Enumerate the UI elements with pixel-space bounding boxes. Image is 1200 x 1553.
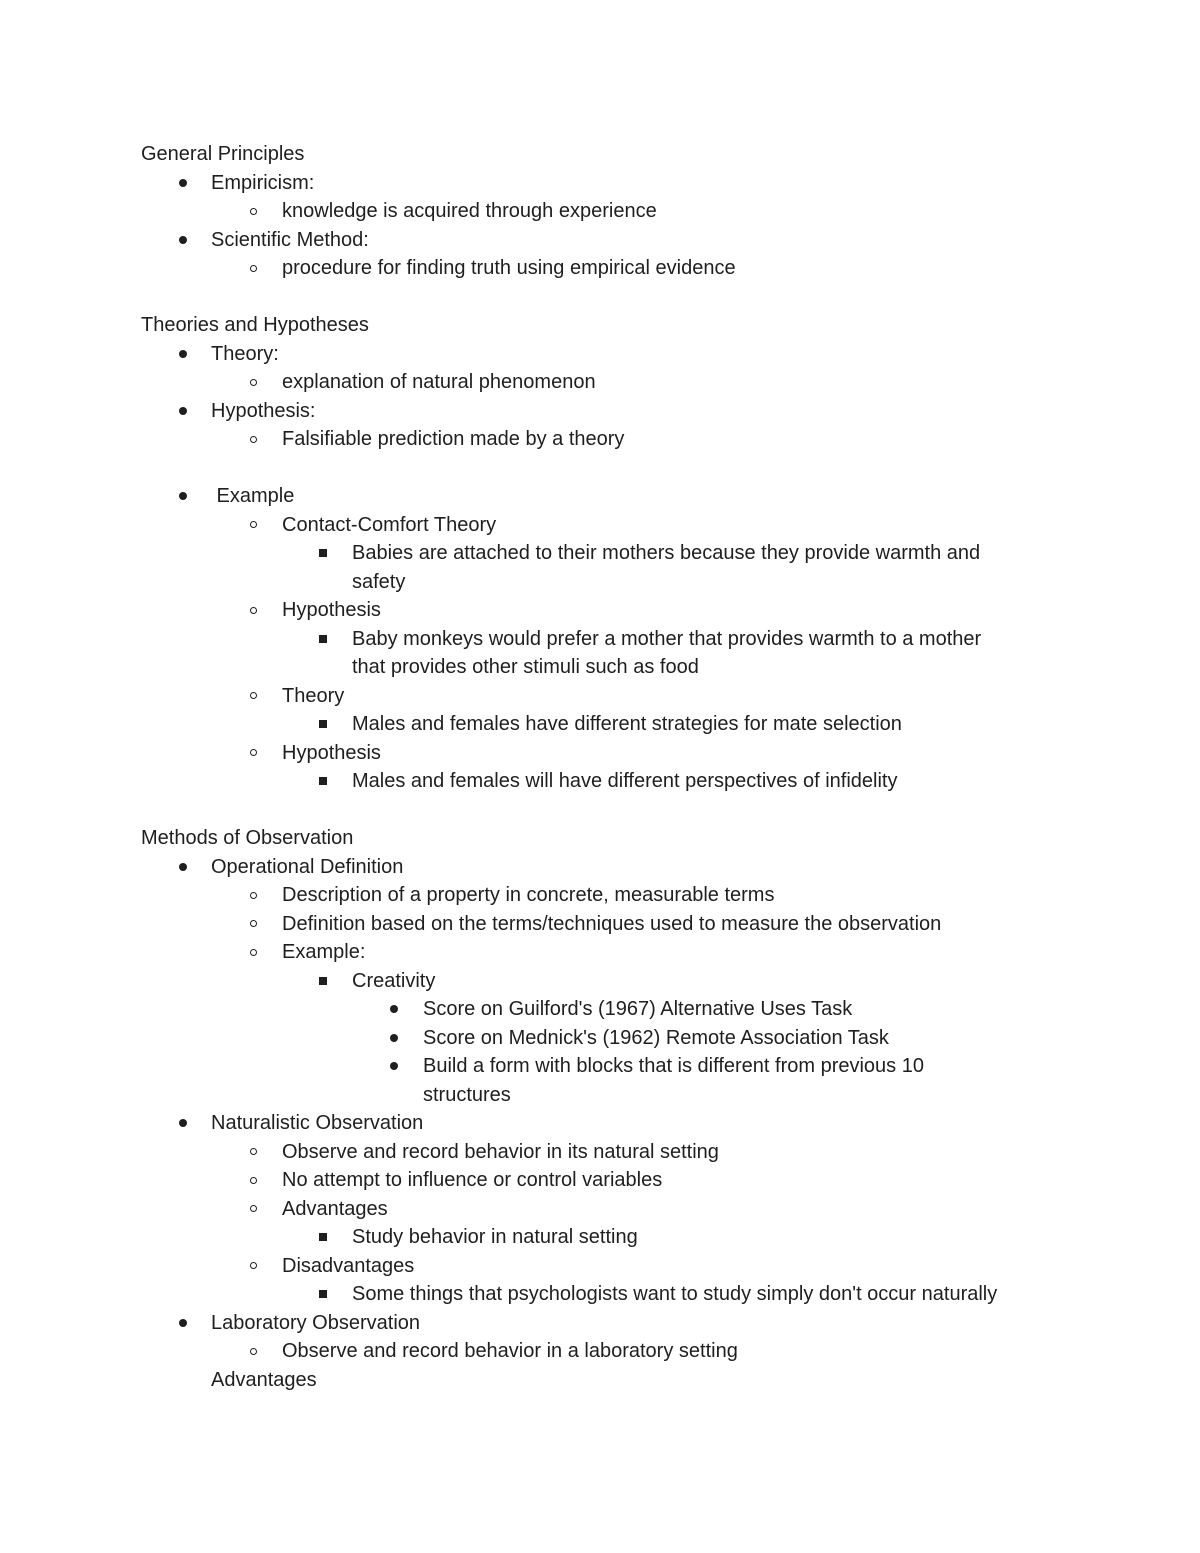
disc-bullet-icon (179, 340, 187, 368)
line-text: General Principles (141, 143, 305, 165)
circle-bullet-icon (250, 1195, 257, 1223)
line-text: Empiricism: (211, 171, 315, 194)
line-text: Definition based on the terms/techniques used to measure the observation (282, 912, 942, 935)
circle-bullet-icon (250, 1138, 257, 1166)
disc-bullet-icon (179, 1109, 187, 1137)
line-text: Creativity (352, 969, 436, 992)
circle-bullet-icon (250, 1252, 257, 1280)
line-text: Study behavior in natural setting (352, 1226, 638, 1248)
circle-bullet-icon (250, 1337, 257, 1365)
line-text: Theories and Hypotheses (141, 314, 369, 336)
circle-bullet-icon (250, 739, 257, 767)
line-text: Hypothesis: (211, 399, 316, 422)
circle-bullet-icon (250, 368, 257, 396)
square-bullet-icon (319, 967, 327, 995)
line-text: Methods of Observation (141, 827, 354, 849)
square-bullet-icon (319, 625, 327, 653)
circle-bullet-icon (250, 425, 257, 453)
line-text: Observe and record behavior in a laboratory setting (282, 1340, 738, 1362)
circle-bullet-icon (250, 511, 257, 539)
line-text: Babies are attached to their mothers because they provide warmth and (352, 542, 981, 564)
disc-bullet-icon (179, 397, 187, 425)
line-text: Example: (282, 941, 366, 963)
line-text: Some things that psychologists want to study simply don't occur naturally (352, 1283, 998, 1305)
disc-bullet-icon (179, 1309, 187, 1337)
line-text: No attempt to influence or control variables (282, 1169, 663, 1191)
line-text: Males and females will have different perspectives of infidelity (352, 770, 898, 792)
line-text: explanation of natural phenomenon (282, 371, 596, 393)
line-text: Males and females have different strategies for mate selection (352, 713, 902, 735)
line-text: Disadvantages (282, 1254, 415, 1277)
square-bullet-icon (319, 710, 327, 738)
line-text: that provides other stimuli such as food (352, 656, 699, 678)
line-text: Advantages (282, 1197, 388, 1220)
square-bullet-icon (319, 1223, 327, 1251)
disc-bullet-icon (390, 1052, 398, 1080)
disc-bullet-icon (390, 995, 398, 1023)
line-text: knowledge is acquired through experience (282, 200, 657, 222)
line-text: Observe and record behavior in its natural setting (282, 1140, 719, 1163)
disc-bullet-icon (179, 482, 187, 510)
line-text: Description of a property in concrete, measurable terms (282, 884, 775, 906)
line-text: Operational Definition (211, 855, 404, 878)
line-text: Scientific Method: (211, 228, 369, 251)
circle-bullet-icon (250, 682, 257, 710)
disc-bullet-icon (179, 226, 187, 254)
line-text: Falsifiable prediction made by a theory (282, 428, 625, 450)
circle-bullet-icon (250, 1166, 257, 1194)
square-bullet-icon (319, 539, 327, 567)
line-text: Baby monkeys would prefer a mother that provides warmth to a mother (352, 627, 982, 650)
circle-bullet-icon (250, 254, 257, 282)
line-text: Naturalistic Observation (211, 1112, 424, 1134)
circle-bullet-icon (250, 596, 257, 624)
line-text: Theory (282, 684, 345, 707)
disc-bullet-icon (390, 1024, 398, 1052)
disc-bullet-icon (179, 853, 187, 881)
line-text: structures (423, 1083, 511, 1106)
line-text: Score on Mednick's (1962) Remote Association Task (423, 1026, 889, 1049)
line-text: Theory: (211, 342, 279, 365)
disc-bullet-icon (179, 169, 187, 197)
circle-bullet-icon (250, 197, 257, 225)
line-text: Advantages (211, 1368, 317, 1391)
line-text: Example (211, 485, 295, 507)
circle-bullet-icon (250, 938, 257, 966)
circle-bullet-icon (250, 910, 257, 938)
line-text: Build a form with blocks that is different from previous 10 (423, 1055, 924, 1077)
line-text: Hypothesis (282, 741, 381, 764)
line-text: safety (352, 570, 406, 593)
square-bullet-icon (319, 1280, 327, 1308)
line-text: Hypothesis (282, 599, 381, 621)
line-text: Score on Guilford's (1967) Alternative Uses Task (423, 998, 853, 1020)
line-text: Contact-Comfort Theory (282, 513, 497, 536)
line-text: Laboratory Observation (211, 1311, 421, 1334)
circle-bullet-icon (250, 881, 257, 909)
square-bullet-icon (319, 767, 327, 795)
line-text: procedure for finding truth using empirical evidence (282, 257, 736, 279)
